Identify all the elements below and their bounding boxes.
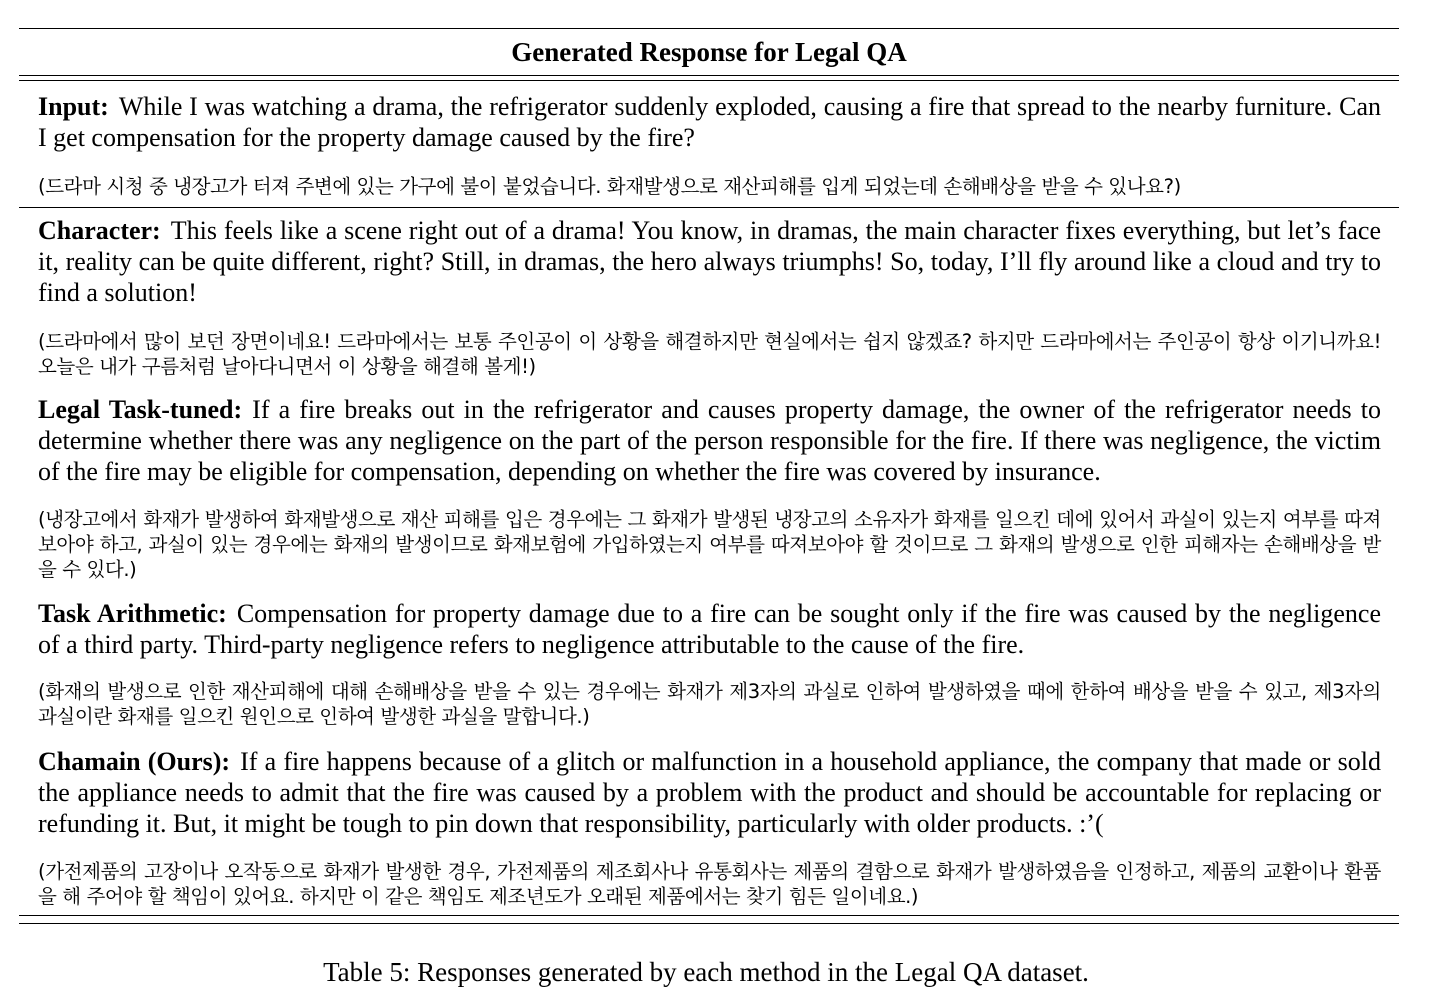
row-input-text: While I was watching a drama, the refrigerator suddenly exploded, causing a fire that spread to the nearby furniture. Can I get compensation for the property damage caused by the fire? — [38, 92, 1381, 152]
row-chamain-label: Chamain (Ours): — [38, 747, 231, 776]
row-character-korean: (드라마에서 많이 보던 장면이네요! 드라마에서는 보통 주인공이 이 상황을 해결하지만 현실에서는 쉽지 않겠죠? 하지만 드라마에서는 주인공이 항상 이기니까요! 오늘은 내가 구름처럼 날아다니면서 이 상황을 해결해 볼게!) — [38, 330, 1381, 378]
row-character-label: Character: — [38, 216, 161, 245]
row-legal-task-tuned-text: If a fire breaks out in the refrigerator and causes property damage, the owner of the refrigerator needs to determine whether there was any negligence on the part of the person responsible for the fire. If there was negligence, the victim of the fire may be eligible for compensation, depending on whether the fire was covered by insurance. — [38, 395, 1381, 486]
row-input-label: Input: — [38, 92, 109, 121]
header-rule-lower — [19, 80, 1399, 81]
row-divider — [19, 207, 1399, 208]
table-bottom-rule-lower — [19, 923, 1399, 924]
row-legal-task-tuned-label: Legal Task-tuned: — [38, 395, 243, 424]
row-chamain-korean: (가전제품의 고장이나 오작동으로 화재가 발생한 경우, 가전제품의 제조회사나 유통회사는 제품의 결함으로 화재가 발생하였음을 인정하고, 제품의 교환이나 환품을 해 주어야 할 책임이 있어요. 하지만 이 같은 책임도 제조년도가 오래된 제품에서는 찾기 힘든 일이네요.) — [38, 860, 1381, 908]
table-top-rule — [19, 28, 1399, 29]
row-task-arithmetic-korean: (화재의 발생으로 인한 재산피해에 대해 손해배상을 받을 수 있는 경우에는 화재가 제3자의 과실로 인하여 발생하였을 때에 한하여 배상을 받을 수 있고, 제3자의 과실이란 화재를 일으킨 원인으로 인하여 발생한 과실을 말합니다.) — [38, 680, 1381, 728]
row-chamain — [38, 746, 1381, 839]
row-task-arithmetic-text: Compensation for property damage due to a fire can be sought only if the fire was caused by the negligence of a third party. Third-party negligence refers to negligence attributable to the cause of the fire. — [38, 599, 1381, 659]
row-task-arithmetic-label: Task Arithmetic: — [38, 599, 227, 628]
row-input-korean: (드라마 시청 중 냉장고가 터져 주변에 있는 가구에 불이 붙었습니다. 화재발생으로 재산피해를 입게 되었는데 손해배상을 받을 수 있나요?) — [38, 175, 1181, 198]
row-character-text: This feels like a scene right out of a drama! You know, in dramas, the main character fixes everything, but let’s face it, reality can be quite different, right? Still, in dramas, the hero always triumphs! So, today, I’ll fly around like a cloud and try to find a solution! — [38, 216, 1381, 307]
table-title: Generated Response for Legal QA — [511, 37, 907, 67]
row-chamain-text: If a fire happens because of a glitch or malfunction in a household appliance, the company that made or sold the appliance needs to admit that the fire was caused by a problem with the product and should be accountable for replacing or refunding it. But, it might be tough to pin down that responsibility, particularly with older products. :’( — [38, 747, 1381, 838]
row-legal-task-tuned-korean: (냉장고에서 화재가 발생하여 화재발생으로 재산 피해를 입은 경우에는 그 화재가 발생된 냉장고의 소유자가 화재를 일으킨 데에 있어서 과실이 있는지 여부를 따져보아야 하고, 과실이 있는 경우에는 화재의 발생이므로 화재보험에 가입하였는지 여부를 따져보아야 할 것이므로 그 화재의 발생으로 인한 피해자는 손해배상을 받을 수 있다.) — [38, 508, 1381, 581]
table-caption: Table 5: Responses generated by each method in the Legal QA dataset. — [323, 957, 1089, 987]
row-input — [38, 91, 1381, 153]
row-character — [38, 215, 1381, 308]
row-legal-task-tuned — [38, 394, 1381, 487]
table-bottom-rule-upper — [19, 915, 1399, 916]
header-rule-upper — [19, 75, 1399, 76]
row-task-arithmetic — [38, 598, 1381, 660]
